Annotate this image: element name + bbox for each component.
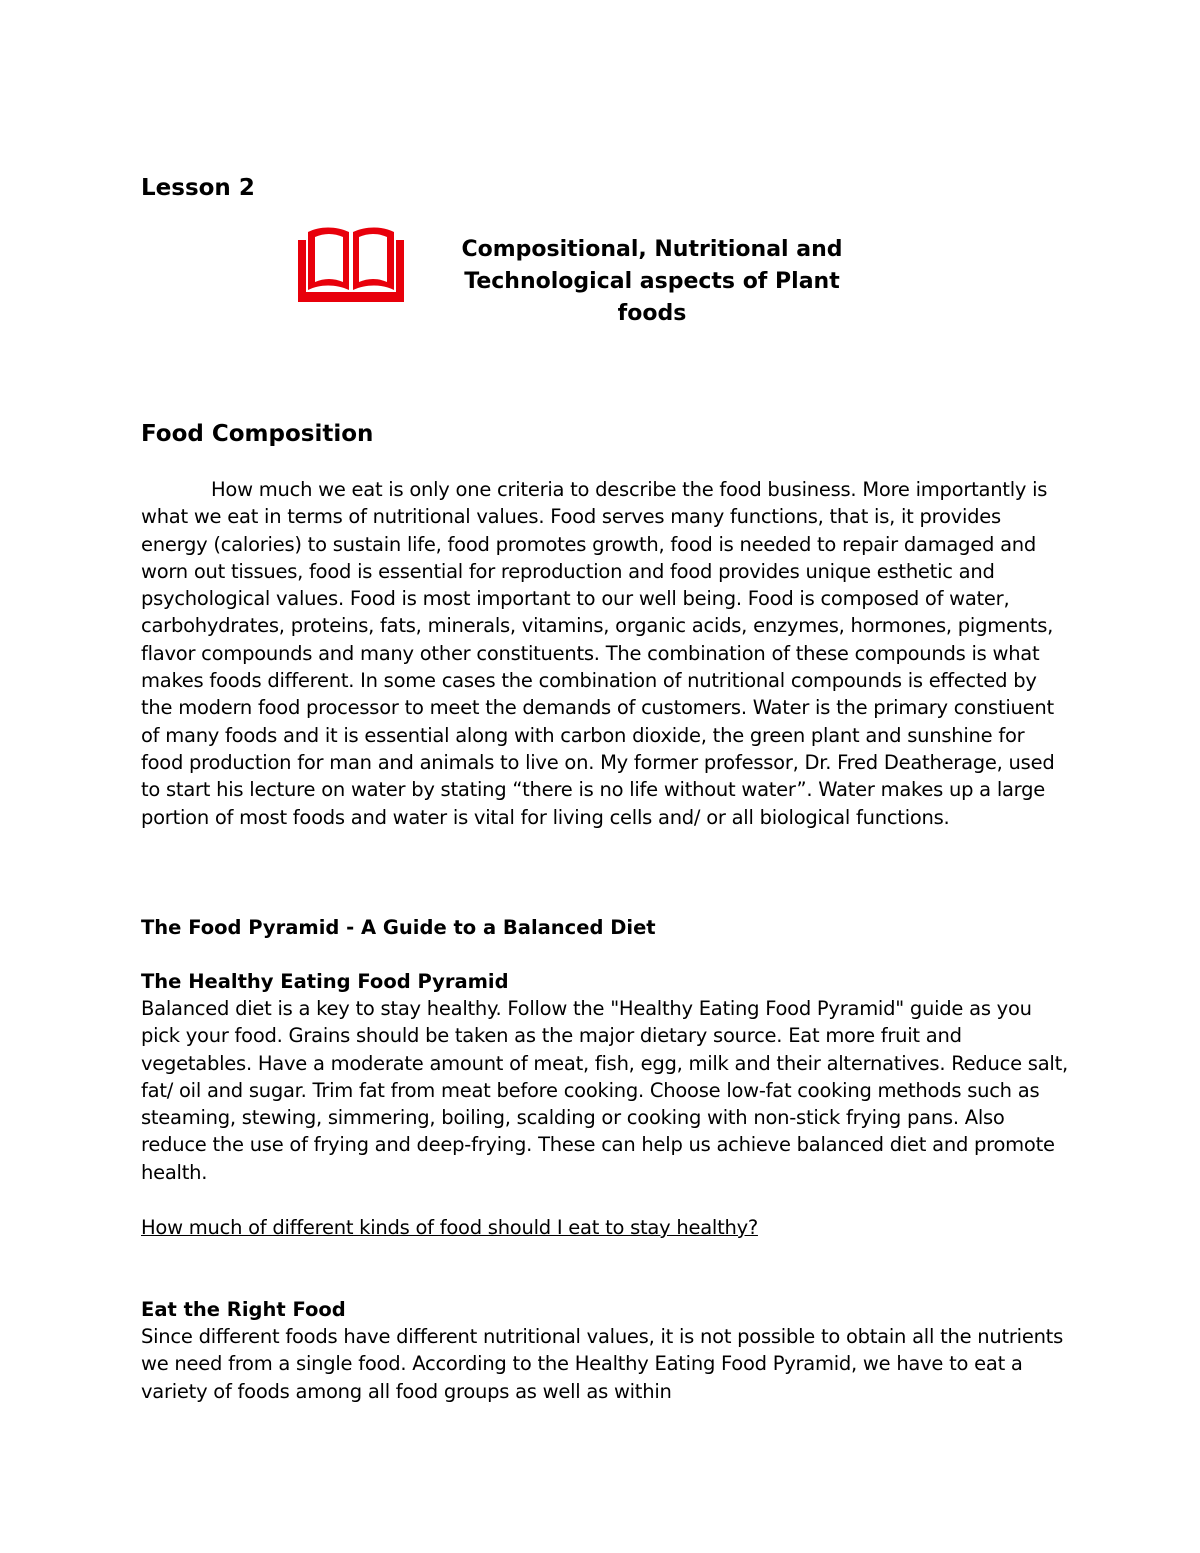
- title-line: foods: [617, 301, 687, 326]
- title-line: Technological aspects of Plant: [464, 269, 840, 294]
- title-line: Compositional, Nutritional and: [461, 237, 843, 262]
- healthy-eating-paragraph: [141, 995, 1071, 1186]
- paragraph-text: Since different foods have different nutritional values, it is not possible to obtain all the nutrients we need from a single food. According to the Healthy Eating Food Pyramid, we have to eat a variety of foods among all food groups as well as within: [141, 1325, 1063, 1403]
- food-composition-paragraph: [141, 476, 1071, 831]
- paragraph-text: How much we eat is only one criteria to describe the food business. More importantly is what we eat in terms of nutritional values. Food serves many functions, that is, it provides energy (calories) to sustain life, food promotes growth, food is needed to repair damaged and worn out tissues, food is essential for reproduction and food provides unique esthetic and psychological values. Food is most important to our well being. Food is composed of water, carbohydrates, proteins, fats, minerals, vitamins, organic acids, enzymes, hormones, pigments, flavor compounds and many other constituents. The combination of these compounds is what makes foods different. In some cases the combination of nutritional compounds is effected by the modern food processor to meet the demands of customers. Water is the primary constiuent of many foods and it is essential along with carbon dioxide, the green plant and sunshine for food production for man and animals to live on. My former professor, Dr. Fred Deatherage, used to start his lecture on water by stating “there is no life without water”. Water makes up a large portion of most foods and water is vital for living cells and/ or all biological functions.: [141, 478, 1055, 829]
- right-food-paragraph: [141, 1323, 1071, 1405]
- food-composition-heading: Food Composition: [141, 421, 374, 447]
- paragraph-text: Balanced diet is a key to stay healthy. Follow the "Healthy Eating Food Pyramid" guide as you pick your food. Grains should be taken as the major dietary source. Eat more fruit and vegetables. Have a moderate amount of meat, fish, egg, milk and their alternatives. Reduce salt, fat/ oil and sugar. Trim fat from meat before cooking. Choose low-fat cooking methods such as steaming, stewing, simmering, boiling, scalding or cooking with non-stick frying pans. Also reduce the use of frying and deep-frying. These can help us achieve balanced diet and promote health.: [141, 997, 1068, 1184]
- lesson-label: Lesson 2: [141, 175, 255, 201]
- book-icon: [298, 226, 404, 302]
- right-food-heading: Eat the Right Food: [141, 1298, 346, 1321]
- pyramid-guide-heading: The Food Pyramid - A Guide to a Balanced Diet: [141, 916, 656, 939]
- question-link[interactable]: How much of different kinds of food should I eat to stay healthy?: [141, 1216, 758, 1239]
- healthy-eating-heading: The Healthy Eating Food Pyramid: [141, 970, 509, 993]
- document-title: [440, 234, 864, 330]
